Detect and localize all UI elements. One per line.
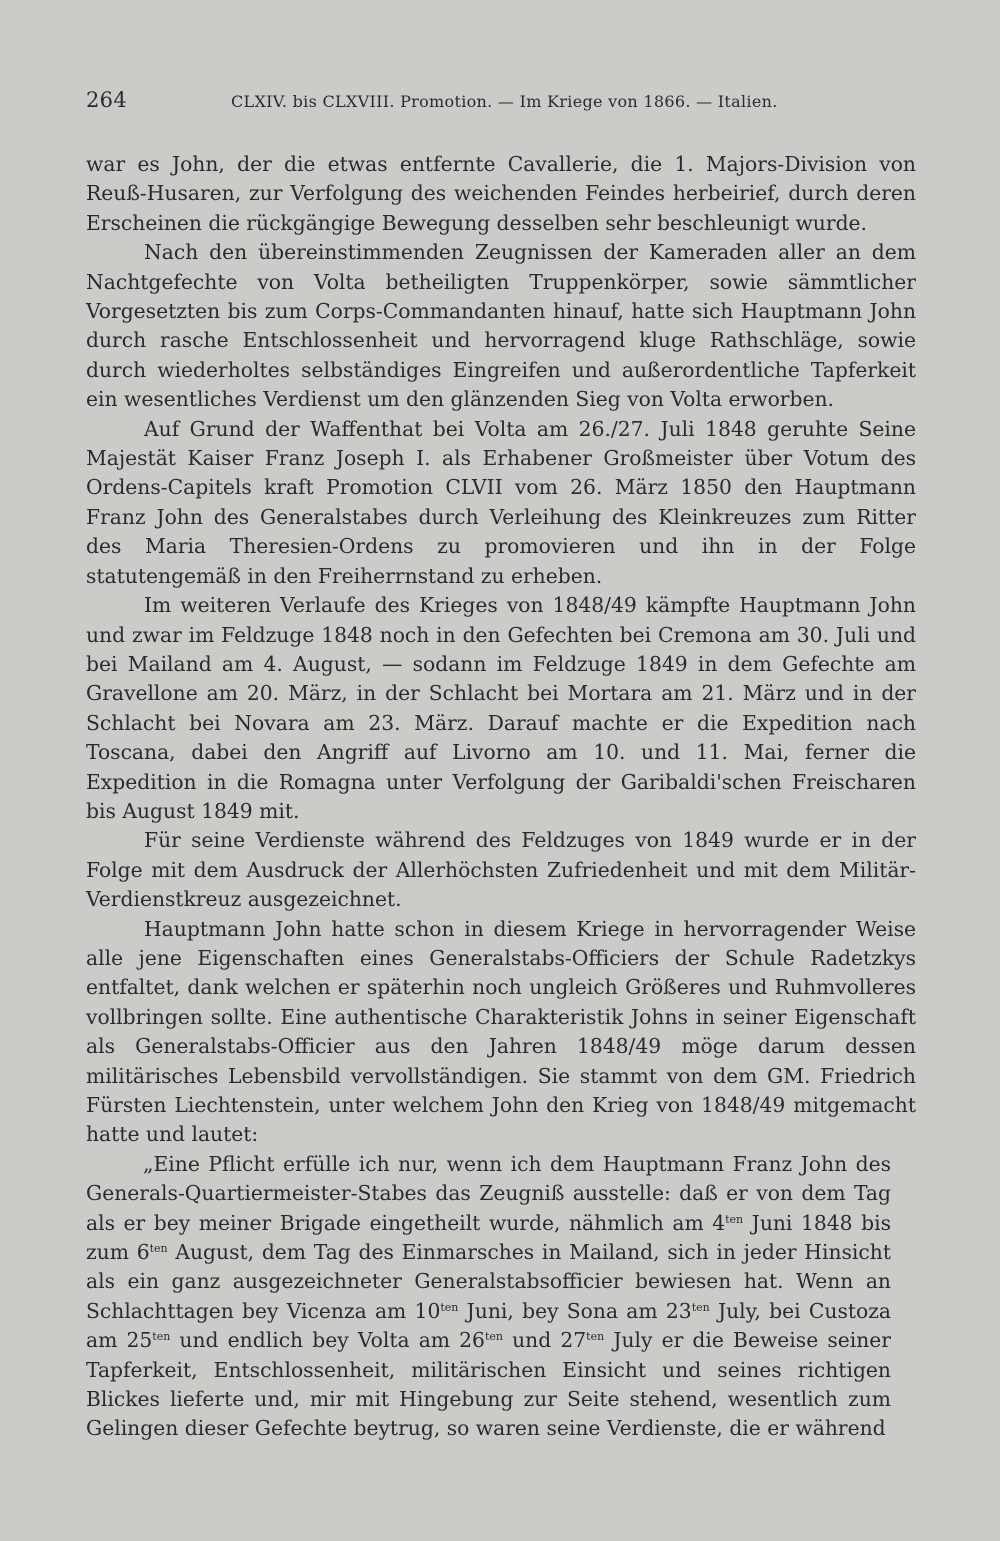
superscript: ten [440,1300,459,1314]
paragraph: Nach den übereinstimmenden Zeugnissen der Kameraden aller an dem Nachtgefechte von Volta betheiligten Truppenkörper, sowie sämmtlicher Vorgesetzten bis zum Corps-Commandanten hinauf, hatte sich Hauptmann John durch rasche Entschlossenheit und hervorragend kluge Rathschläge, sowie durch wiederholtes selbständiges Eingreifen und außerordentliche Tapferkeit ein wesentliches Verdienst um den glänzenden Sieg von Volta erworben. [86,240,916,412]
page-number: 264 [86,88,127,112]
superscript: ten [725,1212,744,1226]
quote-text: „Eine Pflicht erfülle ich nur, wenn ich dem Hauptmann Franz John des Generals-Quartiermeister-Stabes das Zeugniß ausstelle: daß er von dem Tag als er bey meiner Brigade eingetheilt wurde, nähmlich am 4 [86,1151,891,1235]
superscript: ten [691,1300,710,1314]
quote-text: Juni 1848 bis zum 6 [86,1210,891,1265]
superscript: ten [149,1242,168,1256]
quote-text: und 27 [502,1328,587,1353]
quote-text: July, bei Custoza am 25 [86,1298,891,1353]
testimonial-quote [86,1150,891,1444]
quote-text: August, dem Tag des Einmarsches in Mailand, sich in jeder Hinsicht als ein ganz ausgezeichneter Generalstabsofficier bewiesen hat. Wenn an Schlachttagen bey Vicenza am 10 [86,1240,891,1323]
quote-text: July er die Beweise seiner Tapferkeit, Entschlossenheit, militärischen Einsicht und seines richtigen Blickes lieferte und, mir mit Hingebung zur Seite stehend, wesentlich zum Gelingen dieser Gefechte beytrug, so waren seine Verdienste, die er während [86,1328,891,1441]
page-header [86,88,916,118]
superscript: ten [152,1330,171,1344]
body-text [86,150,916,1444]
superscript: ten [484,1330,503,1344]
paragraph: war es John, der die etwas entfernte Cavallerie, die 1. Majors-Division von Reuß-Husaren, zur Verfolgung des weichenden Feindes herbeirief, durch deren Erscheinen die rückgängige Bewegung desselben sehr beschleunigt wurde. [86,152,916,235]
paragraph: Für seine Verdienste während des Feldzuges von 1849 wurde er in der Folge mit dem Ausdruck der Allerhöchsten Zufriedenheit und mit dem Militär-Verdienstkreuz ausgezeichnet. [86,828,916,912]
paragraph: Im weiteren Verlaufe des Krieges von 1848/49 kämpfte Hauptmann John und zwar im Feldzuge 1848 noch in den Gefechten bei Cremona am 30. Juli und bei Mailand am 4. August, — sodann im Feldzuge 1849 in dem Gefechte am Gravellone am 20. März, in der Schlacht bei Mortara am 21. März und in der Schlacht bei Novara am 23. März. Darauf machte er die Expedition nach Toscana, dabei den Angriff auf Livorno am 10. und 11. Mai, ferner die Expedition in die Romagna unter Verfolgung der Garibaldi'schen Freischaren bis August 1849 mit. [86,593,916,823]
quote-text: und endlich bey Volta am 26 [170,1328,485,1353]
superscript: ten [586,1330,605,1344]
quote-text: Juni, bey Sona am 23 [458,1298,692,1323]
running-head: CLXIV. bis CLXVIII. Promotion. — Im Kriege von 1866. — Italien. [231,92,778,111]
paragraph: Auf Grund der Waffenthat bei Volta am 26./27. Juli 1848 geruhte Seine Majestät Kaiser Franz Joseph I. als Erhabener Großmeister über Votum des Ordens-Capitels kraft Promotion CLVII vom 26. März 1850 den Hauptmann Franz John des Generalstabes durch Verleihung des Kleinkreuzes zum Ritter des Maria Theresien-Ordens zu promovieren und ihn in der Folge statutengemäß in den Freiherrnstand zu erheben. [86,416,916,588]
paragraph: Hauptmann John hatte schon in diesem Kriege in hervorragender Weise alle jene Eigenschaften eines Generalstabs-Officiers der Schule Radetzkys entfaltet, dank welchen er späterhin noch ungleich Größeres und Ruhmvolleres vollbringen sollte. Eine authentische Charakteristik Johns in seiner Eigenschaft als Generalstabs-Officier aus den Jahren 1848/49 möge darum dessen militärisches Lebensbild vervollständigen. Sie stammt von dem GM. Friedrich Fürsten Liechtenstein, unter welchem John den Krieg von 1848/49 mitgemacht hatte und lautet: [86,916,916,1147]
